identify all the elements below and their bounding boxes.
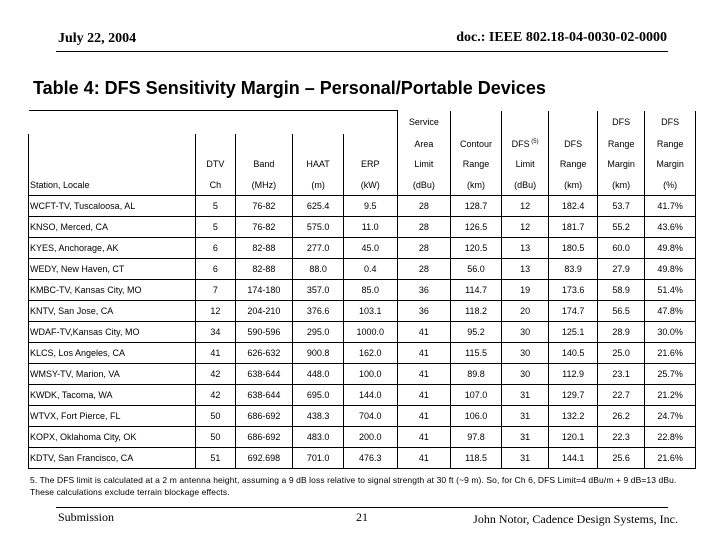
- value-cell: 41: [397, 448, 451, 469]
- value-cell: 120.1: [549, 427, 598, 448]
- value-cell: 181.7: [549, 217, 598, 238]
- station-cell: KLCS, Los Angeles, CA: [29, 343, 196, 364]
- value-cell: 55.2: [597, 217, 644, 238]
- value-cell: 476.3: [343, 448, 397, 469]
- value-cell: 42: [196, 364, 235, 385]
- value-cell: 43.6%: [645, 217, 696, 238]
- header-cell: (km): [549, 174, 598, 196]
- value-cell: 200.0: [343, 427, 397, 448]
- header-cell: (m): [293, 174, 344, 196]
- value-cell: 107.0: [451, 385, 502, 406]
- value-cell: 6: [196, 238, 235, 259]
- header-cell: Limit: [397, 154, 451, 174]
- header-doc-id: doc.: IEEE 802.18-04-0030-02-0000: [456, 30, 667, 45]
- table-header-row: [29, 174, 696, 196]
- value-cell: 626-632: [235, 343, 293, 364]
- dfs-table-container: [28, 110, 696, 469]
- value-cell: 26.2: [597, 406, 644, 427]
- value-cell: 89.8: [451, 364, 502, 385]
- value-cell: 83.9: [549, 259, 598, 280]
- value-cell: 129.7: [549, 385, 598, 406]
- header-cell: Area: [397, 134, 451, 154]
- table-row: [29, 364, 696, 385]
- value-cell: 50: [196, 427, 235, 448]
- header-cell: Limit: [501, 154, 548, 174]
- value-cell: 638-644: [235, 364, 293, 385]
- header-cell: (MHz): [235, 174, 293, 196]
- value-cell: 51: [196, 448, 235, 469]
- value-cell: 173.6: [549, 280, 598, 301]
- table-row: [29, 406, 696, 427]
- header-cell: DTV: [196, 154, 235, 174]
- value-cell: 13: [501, 259, 548, 280]
- value-cell: 27.9: [597, 259, 644, 280]
- dfs-sensitivity-table: [28, 110, 696, 469]
- header-cell: Range: [597, 134, 644, 154]
- value-cell: 31: [501, 427, 548, 448]
- header-cell: (km): [597, 174, 644, 196]
- value-cell: 180.5: [549, 238, 598, 259]
- value-cell: 82-88: [235, 259, 293, 280]
- header-cell: Ch: [196, 174, 235, 196]
- value-cell: 45.0: [343, 238, 397, 259]
- value-cell: 28: [397, 196, 451, 217]
- value-cell: 41: [397, 406, 451, 427]
- value-cell: 5: [196, 196, 235, 217]
- value-cell: 692.698: [235, 448, 293, 469]
- station-cell: WMSY-TV, Marion, VA: [29, 364, 196, 385]
- value-cell: 5: [196, 217, 235, 238]
- value-cell: 277.0: [293, 238, 344, 259]
- value-cell: 82-88: [235, 238, 293, 259]
- header-cell: [343, 134, 397, 154]
- station-cell: KMBC-TV, Kansas City, MO: [29, 280, 196, 301]
- header-cell: [235, 111, 293, 135]
- header-cell: [343, 111, 397, 135]
- value-cell: 31: [501, 406, 548, 427]
- header-cell: (kW): [343, 174, 397, 196]
- page-title: Table 4: DFS Sensitivity Margin – Personal/Portable Devices: [33, 78, 546, 98]
- value-cell: 56.5: [597, 301, 644, 322]
- value-cell: 21.6%: [645, 448, 696, 469]
- header-divider: [56, 51, 668, 52]
- value-cell: 42: [196, 385, 235, 406]
- value-cell: 30: [501, 343, 548, 364]
- value-cell: 58.9: [597, 280, 644, 301]
- header-cell: ERP: [343, 154, 397, 174]
- header-cell: Margin: [597, 154, 644, 174]
- value-cell: 118.5: [451, 448, 502, 469]
- value-cell: 9.5: [343, 196, 397, 217]
- table-row: [29, 196, 696, 217]
- value-cell: 28: [397, 217, 451, 238]
- value-cell: 438.3: [293, 406, 344, 427]
- footer-page-number: 21: [356, 510, 368, 524]
- header-cell: (km): [451, 174, 502, 196]
- footer-divider: [56, 507, 668, 508]
- value-cell: 13: [501, 238, 548, 259]
- value-cell: 12: [501, 217, 548, 238]
- value-cell: 41.7%: [645, 196, 696, 217]
- value-cell: 100.0: [343, 364, 397, 385]
- table-header-row: [29, 134, 696, 154]
- value-cell: 126.5: [451, 217, 502, 238]
- value-cell: 704.0: [343, 406, 397, 427]
- station-cell: KDTV, San Francisco, CA: [29, 448, 196, 469]
- value-cell: 51.4%: [645, 280, 696, 301]
- value-cell: 28: [397, 259, 451, 280]
- value-cell: 24.7%: [645, 406, 696, 427]
- value-cell: 900.8: [293, 343, 344, 364]
- value-cell: 95.2: [451, 322, 502, 343]
- value-cell: 34: [196, 322, 235, 343]
- value-cell: 125.1: [549, 322, 598, 343]
- station-cell: WDAF-TV,Kansas City, MO: [29, 322, 196, 343]
- header-cell: (%): [645, 174, 696, 196]
- value-cell: 376.6: [293, 301, 344, 322]
- table-row: [29, 448, 696, 469]
- value-cell: 140.5: [549, 343, 598, 364]
- header-cell: Range: [549, 154, 598, 174]
- header-cell: DFS $^{(5)}$: [501, 134, 548, 154]
- value-cell: 103.1: [343, 301, 397, 322]
- footer-submission: Submission: [58, 510, 115, 524]
- value-cell: 115.5: [451, 343, 502, 364]
- header-cell: Contour: [451, 134, 502, 154]
- header-cell: Range: [645, 134, 696, 154]
- header-cell: Margin: [645, 154, 696, 174]
- table-row: [29, 343, 696, 364]
- value-cell: 41: [397, 385, 451, 406]
- table-row: [29, 238, 696, 259]
- value-cell: 204-210: [235, 301, 293, 322]
- station-cell: WCFT-TV, Tuscaloosa, AL: [29, 196, 196, 217]
- value-cell: 6: [196, 259, 235, 280]
- header-cell: [451, 111, 502, 135]
- value-cell: 0.4: [343, 259, 397, 280]
- value-cell: 701.0: [293, 448, 344, 469]
- value-cell: 590-596: [235, 322, 293, 343]
- value-cell: 76-82: [235, 217, 293, 238]
- table-row: [29, 301, 696, 322]
- value-cell: 695.0: [293, 385, 344, 406]
- header-cell: [549, 111, 598, 135]
- header-cell: [293, 134, 344, 154]
- value-cell: 20: [501, 301, 548, 322]
- header-cell: (dBu): [501, 174, 548, 196]
- header-cell: [235, 134, 293, 154]
- station-cell: KNSO, Merced, CA: [29, 217, 196, 238]
- value-cell: 686-692: [235, 406, 293, 427]
- value-cell: 30: [501, 364, 548, 385]
- value-cell: 686-692: [235, 427, 293, 448]
- value-cell: 25.0: [597, 343, 644, 364]
- value-cell: 182.4: [549, 196, 598, 217]
- value-cell: 41: [397, 322, 451, 343]
- value-cell: 56.0: [451, 259, 502, 280]
- value-cell: 60.0: [597, 238, 644, 259]
- value-cell: 112.9: [549, 364, 598, 385]
- station-cell: WEDY, New Haven, CT: [29, 259, 196, 280]
- value-cell: 47.8%: [645, 301, 696, 322]
- table-header-row: [29, 154, 696, 174]
- table-row: [29, 385, 696, 406]
- footnote-marker: (5): [529, 139, 539, 145]
- header-cell: [196, 134, 235, 154]
- value-cell: 114.7: [451, 280, 502, 301]
- header-cell: (dBu): [397, 174, 451, 196]
- value-cell: 21.6%: [645, 343, 696, 364]
- value-cell: 41: [397, 427, 451, 448]
- value-cell: 31: [501, 448, 548, 469]
- value-cell: 23.1: [597, 364, 644, 385]
- value-cell: 53.7: [597, 196, 644, 217]
- table-header-row: [29, 111, 696, 135]
- value-cell: 638-644: [235, 385, 293, 406]
- value-cell: 21.2%: [645, 385, 696, 406]
- value-cell: 41: [196, 343, 235, 364]
- value-cell: 30.0%: [645, 322, 696, 343]
- station-cell: KYES, Anchorage, AK: [29, 238, 196, 259]
- value-cell: 625.4: [293, 196, 344, 217]
- table-body: [29, 111, 696, 469]
- value-cell: 132.2: [549, 406, 598, 427]
- footnote: 5. The DFS limit is calculated at a 2 m antenna height, assuming a 9 dB loss relative to signal strength at 30 ft (~9 m). So, for Ch 6, DFS Limit=4 dBu/m + 9 dB=13 dBu. These calculations exclude terrain blockage effects.: [30, 475, 677, 497]
- value-cell: 144.1: [549, 448, 598, 469]
- value-cell: 295.0: [293, 322, 344, 343]
- value-cell: 76-82: [235, 196, 293, 217]
- header-cell: [29, 154, 196, 174]
- table-row: [29, 427, 696, 448]
- table-row: [29, 217, 696, 238]
- value-cell: 22.8%: [645, 427, 696, 448]
- value-cell: 41: [397, 364, 451, 385]
- value-cell: 28: [397, 238, 451, 259]
- value-cell: 50: [196, 406, 235, 427]
- value-cell: 174.7: [549, 301, 598, 322]
- header-cell: Band: [235, 154, 293, 174]
- value-cell: 28.9: [597, 322, 644, 343]
- station-cell: KNTV, San Jose, CA: [29, 301, 196, 322]
- value-cell: 118.2: [451, 301, 502, 322]
- value-cell: 97.8: [451, 427, 502, 448]
- header-cell: Service: [397, 111, 451, 135]
- value-cell: 106.0: [451, 406, 502, 427]
- station-cell: KOPX, Oklahoma City, OK: [29, 427, 196, 448]
- value-cell: 36: [397, 301, 451, 322]
- value-cell: 31: [501, 385, 548, 406]
- value-cell: 1000.0: [343, 322, 397, 343]
- value-cell: 25.7%: [645, 364, 696, 385]
- value-cell: 357.0: [293, 280, 344, 301]
- header-date: July 22, 2004: [58, 31, 137, 46]
- header-cell: HAAT: [293, 154, 344, 174]
- value-cell: 41: [397, 343, 451, 364]
- value-cell: 7: [196, 280, 235, 301]
- value-cell: 22.7: [597, 385, 644, 406]
- header-cell: DFS: [645, 111, 696, 135]
- station-cell: WTVX, Fort Pierce, FL: [29, 406, 196, 427]
- footer-author: John Notor, Cadence Design Systems, Inc.: [473, 512, 678, 526]
- header-cell: [501, 111, 548, 135]
- value-cell: 120.5: [451, 238, 502, 259]
- value-cell: 25.6: [597, 448, 644, 469]
- header-cell: Station, Locale: [29, 174, 196, 196]
- value-cell: 162.0: [343, 343, 397, 364]
- value-cell: 49.8%: [645, 259, 696, 280]
- value-cell: 88.0: [293, 259, 344, 280]
- header-cell: [29, 134, 196, 154]
- value-cell: 49.8%: [645, 238, 696, 259]
- value-cell: 19: [501, 280, 548, 301]
- value-cell: 174-180: [235, 280, 293, 301]
- value-cell: 85.0: [343, 280, 397, 301]
- station-cell: KWDK, Tacoma, WA: [29, 385, 196, 406]
- table-row: [29, 280, 696, 301]
- header-cell: Range: [451, 154, 502, 174]
- header-cell: DFS: [597, 111, 644, 135]
- value-cell: 11.0: [343, 217, 397, 238]
- value-cell: 30: [501, 322, 548, 343]
- table-row: [29, 259, 696, 280]
- header-cell: DFS: [549, 134, 598, 154]
- value-cell: 144.0: [343, 385, 397, 406]
- value-cell: 575.0: [293, 217, 344, 238]
- table-row: [29, 322, 696, 343]
- value-cell: 448.0: [293, 364, 344, 385]
- value-cell: 12: [501, 196, 548, 217]
- header-cell: [196, 111, 235, 135]
- value-cell: 483.0: [293, 427, 344, 448]
- value-cell: 22.3: [597, 427, 644, 448]
- value-cell: 36: [397, 280, 451, 301]
- header-cell: [293, 111, 344, 135]
- value-cell: 128.7: [451, 196, 502, 217]
- header-cell: [29, 111, 196, 135]
- value-cell: 12: [196, 301, 235, 322]
